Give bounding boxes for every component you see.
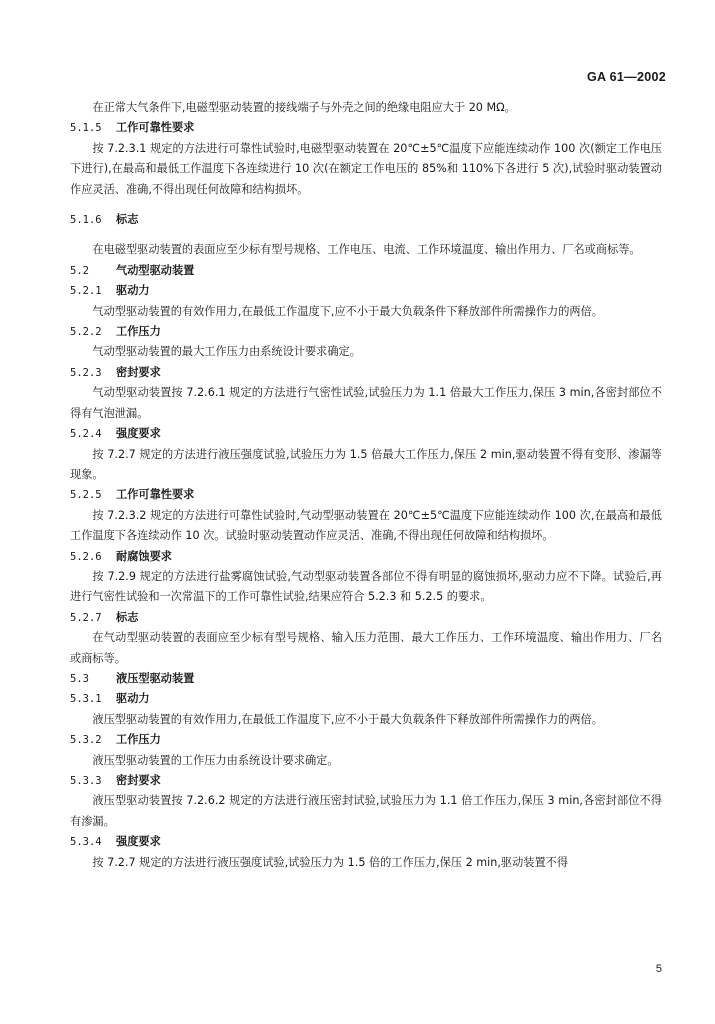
- document-body: [70, 98, 662, 873]
- section-heading: [70, 485, 662, 505]
- section-number: 5.2.6: [70, 550, 102, 563]
- body-paragraph: 在电磁型驱动装置的表面应至少标有型号规格、工作电压、电流、工作环境温度、输出作用力、厂名或商标等。: [92, 243, 641, 257]
- section-number: 5.2.7: [70, 611, 102, 624]
- section-heading: [70, 210, 662, 230]
- section-title: 工作可靠性要求: [116, 121, 195, 135]
- section-title: 液压型驱动装置: [116, 671, 195, 685]
- section-number: 5.3.3: [70, 775, 102, 787]
- section-title: 标志: [116, 610, 139, 624]
- section-title: 密封要求: [116, 365, 161, 379]
- section-heading: [70, 669, 662, 689]
- body-paragraph: 气动型驱动装置的最大工作压力由系统设计要求确定。: [92, 345, 361, 359]
- section-number: 5.3.2: [70, 734, 102, 747]
- body-paragraph: 气动型驱动装置按 7.2.6.1 规定的方法进行气密性试验,试验压力为 1.1 倍最大工作压力,保压 3 min,各密封部位不得有气泡泄漏。: [70, 386, 662, 420]
- body-paragraph: 液压型驱动装置的工作压力由系统设计要求确定。: [92, 753, 339, 767]
- section-heading: [70, 771, 662, 791]
- spacer: [70, 230, 662, 240]
- section-title: 工作压力: [116, 733, 161, 747]
- section-number: 5.3.4: [70, 836, 102, 849]
- body-paragraph: 按 7.2.3.1 规定的方法进行可靠性试验时,电磁型驱动装置在 20℃±5℃温度下应能连续动作 100 次(额定工作电压下进行),在最高和最低工作温度下各连续进行 10 次(在额定工作电压的 85%和 110%下各进行 5 次),试验时驱动装置动作应灵活、准确,不得出现任何故障和结构损坏。: [70, 141, 662, 196]
- body-paragraph: 在正常大气条件下,电磁型驱动装置的接线端子与外壳之间的绝缘电阻应大于 20 MΩ。: [92, 101, 516, 114]
- spacer: [70, 200, 662, 210]
- section-heading: [70, 832, 662, 852]
- section-number: 5.2.2: [70, 326, 102, 339]
- section-heading: [70, 689, 662, 709]
- section-title: 耐腐蚀要求: [116, 549, 172, 563]
- section-title: 标志: [116, 213, 139, 227]
- section-heading: [70, 424, 662, 444]
- body-paragraph: 液压型驱动装置的有效作用力,在最低工作温度下,应不小于最大负载条件下释放部件所需操作力的两倍。: [92, 712, 603, 726]
- section-number: 5.3.1: [70, 693, 102, 706]
- section-number: 5.2.3: [70, 366, 102, 379]
- body-paragraph: 按 7.2.3.2 规定的方法进行可靠性试验时,气动型驱动装置在 20℃±5℃温度下应能连续动作 100 次,在最高和最低工作温度下各连续动作 10 次。试验时驱动装置动作应灵活、准确,不得出现任何故障和结构损坏。: [70, 508, 662, 543]
- section-number: 5.2: [70, 264, 89, 277]
- section-heading: [70, 730, 662, 750]
- section-heading: [70, 281, 662, 301]
- section-number: 5.2.4: [70, 428, 102, 441]
- section-heading: [70, 547, 662, 567]
- section-title: 驱动力: [116, 692, 150, 706]
- section-title: 强度要求: [116, 835, 161, 849]
- section-title: 工作可靠性要求: [116, 488, 195, 502]
- section-heading: [70, 363, 662, 383]
- body-paragraph: 按 7.2.7 规定的方法进行液压强度试验,试验压力为 1.5 倍最大工作压力,保压 2 min,驱动装置不得有变形、渗漏等现象。: [70, 447, 662, 481]
- section-heading: [70, 322, 662, 342]
- section-number: 5.2.5: [70, 489, 102, 502]
- section-heading: [70, 118, 662, 138]
- section-heading: [70, 261, 662, 281]
- body-paragraph: 在气动型驱动装置的表面应至少标有型号规格、输入压力范围、最大工作压力、工作环境温度、输出作用力、厂名或商标等。: [70, 631, 662, 665]
- section-title: 驱动力: [116, 284, 150, 298]
- section-title: 密封要求: [116, 774, 161, 787]
- standard-code: GA 61—2002: [587, 70, 666, 84]
- section-title: 工作压力: [116, 325, 161, 339]
- section-number: 5.1.5: [70, 122, 102, 135]
- section-heading: [70, 608, 662, 628]
- body-paragraph: 气动型驱动装置的有效作用力,在最低工作温度下,应不小于最大负载条件下释放部件所需操作力的两倍。: [92, 304, 603, 318]
- body-paragraph: 按 7.2.7 规定的方法进行液压强度试验,试验压力为 1.5 倍的工作压力,保压 2 min,驱动装置不得: [92, 855, 569, 869]
- section-number: 5.1.6: [70, 214, 102, 227]
- section-title: 气动型驱动装置: [116, 263, 195, 277]
- section-title: 强度要求: [116, 427, 161, 441]
- page-number: 5: [655, 963, 662, 975]
- body-paragraph: 液压型驱动装置按 7.2.6.2 规定的方法进行液压密封试验,试验压力为 1.1 倍工作压力,保压 3 min,各密封部位不得有渗漏。: [70, 794, 662, 828]
- body-paragraph: 按 7.2.9 规定的方法进行盐雾腐蚀试验,气动型驱动装置各部位不得有明显的腐蚀损坏,驱动力应不下降。试验后,再进行气密性试验和一次常温下的工作可靠性试验,结果应符合 5.2.3 和 5.2.5 的要求。: [70, 569, 662, 604]
- section-number: 5.3: [70, 672, 89, 685]
- section-number: 5.2.1: [70, 285, 102, 298]
